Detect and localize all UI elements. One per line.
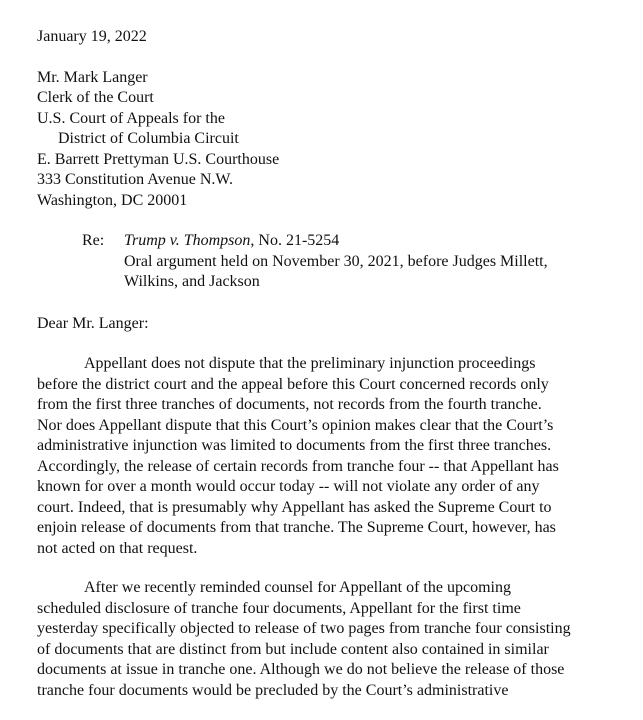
re-detail-line: Wilkins, and Jackson [124,273,260,290]
paragraph-line: Appellant does not dispute that the preliminary injunction proceedings [84,355,536,372]
address-line: 333 Constitution Avenue N.W. [37,171,233,188]
re-case [124,231,627,252]
recipient-address [37,68,627,212]
paragraph-line: of documents that are distinct from but include content also contained in similar [37,640,549,658]
address-line: E. Barrett Prettyman U.S. Courthouse [37,150,280,168]
re-body [124,231,627,293]
paragraph-line: After we recently reminded counsel for Appellant of the upcoming [84,579,511,596]
letter-page [37,27,627,720]
case-number: , No. 21-5254 [250,232,340,249]
salutation: Dear Mr. Langer: [37,314,149,332]
paragraph-line: Nor does Appellant dispute that this Court’s opinion makes clear that the Court’s [37,416,554,434]
paragraph-line: scheduled disclosure of tranche four documents, Appellant for the first time [37,599,521,617]
paragraph-line: court. Indeed, that is presumably why Appellant has asked the Supreme Court to [37,498,552,516]
case-name: Trump v. Thompson [124,232,251,249]
address-line: U.S. Court of Appeals for the [37,109,225,127]
re-label: Re: [82,232,105,249]
paragraph-line: yesterday specifically objected to release of two pages from tranche four consisting [37,620,571,637]
paragraph-line: known for over a month would occur today -- will not violate any order of any [37,478,540,495]
re-line [82,231,627,293]
re-detail-line: Oral argument held on November 30, 2021, before Judges Millett, [124,252,548,270]
address-line: Washington, DC 20001 [37,191,188,209]
paragraph-line: from the first three tranches of documents, not records from the fourth tranche. [37,396,542,413]
address-line: Mr. Mark Langer [37,68,148,86]
paragraph-line: Accordingly, the release of certain records from tranche four -- that Appellant has [37,457,559,475]
paragraph-line: before the district court and the appeal before this Court concerned records only [37,375,549,393]
address-line: Clerk of the Court [37,89,154,106]
address-line: District of Columbia Circuit [58,130,239,147]
paragraph-line: tranche four documents would be precluded by the Court’s administrative [37,681,509,699]
paragraph-line: not acted on that request. [37,539,198,557]
paragraph-line: documents at issue in tranche one. Although we do not believe the release of those [37,661,565,678]
paragraph-line: enjoin release of documents from that tranche. The Supreme Court, however, has [37,519,556,536]
body-paragraph [37,354,627,559]
paragraph-line: administrative injunction was limited to documents from the first three tranches. [37,437,552,454]
letter-date: January 19, 2022 [37,28,147,45]
